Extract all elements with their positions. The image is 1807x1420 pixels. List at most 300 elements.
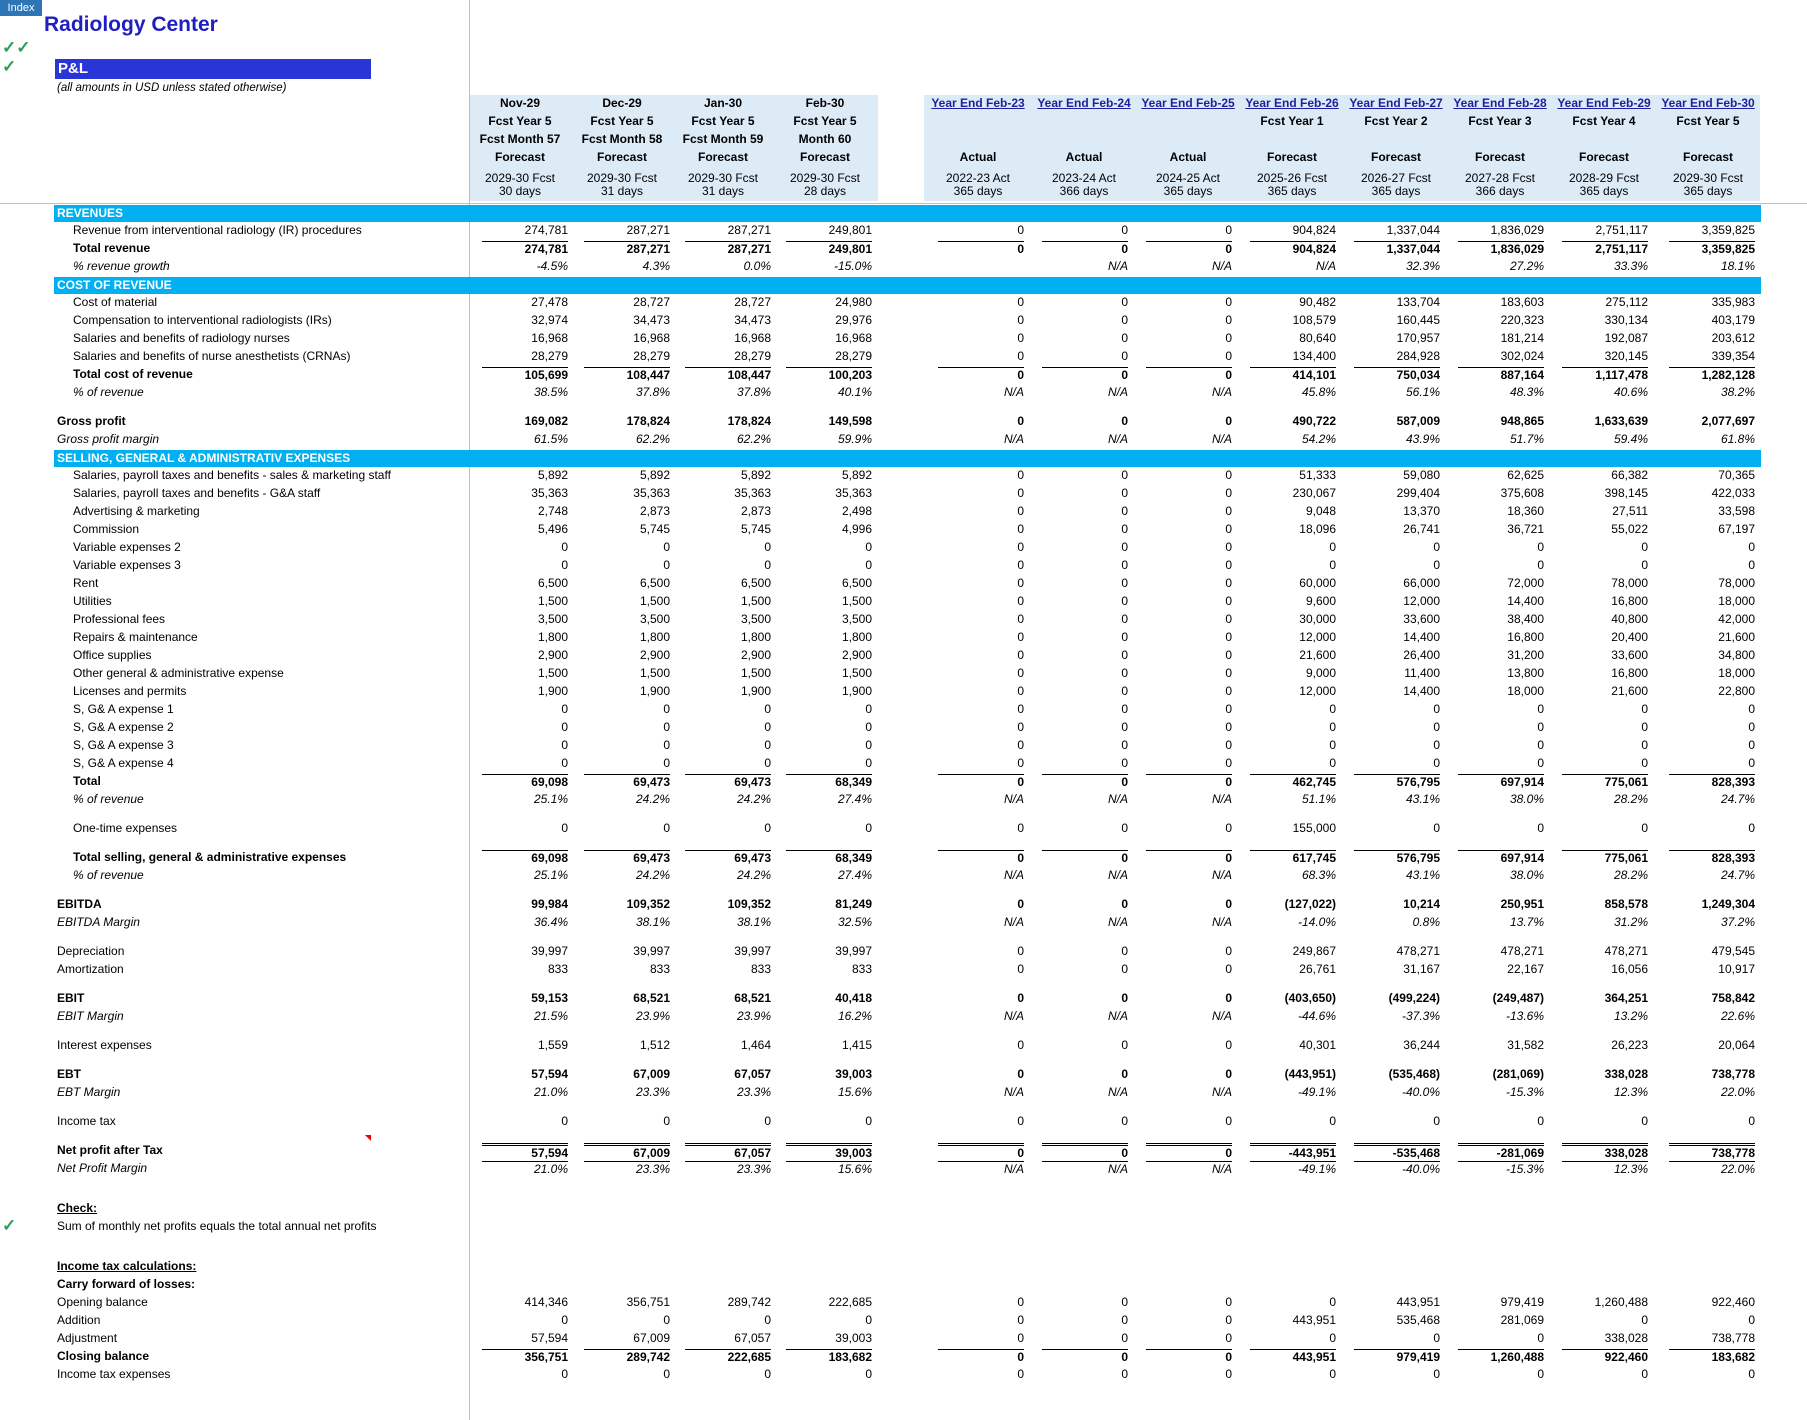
cell[interactable]: 0 — [1017, 1313, 1024, 1327]
cell[interactable]: 0 — [1017, 295, 1024, 309]
cell[interactable]: 61.8% — [1720, 432, 1755, 446]
cell[interactable]: 274,781 — [482, 241, 568, 256]
cell[interactable]: 13.7% — [1509, 915, 1544, 929]
cell[interactable]: 0 — [1121, 944, 1128, 958]
cell[interactable]: 0 — [1121, 684, 1128, 698]
cell[interactable]: 1,800 — [740, 630, 771, 644]
cell[interactable]: 3,359,825 — [1669, 241, 1755, 256]
cell[interactable]: 414,101 — [1250, 367, 1336, 382]
cell[interactable]: 0 — [1225, 1067, 1232, 1081]
cell[interactable]: 39,997 — [531, 944, 568, 958]
cell[interactable]: 0 — [1121, 1067, 1128, 1081]
cell[interactable]: 16,800 — [1507, 630, 1544, 644]
cell[interactable]: 1,836,029 — [1458, 241, 1544, 256]
cell[interactable]: 38.0% — [1509, 792, 1544, 806]
cell[interactable]: 33,598 — [1718, 504, 1755, 518]
cell[interactable]: 0 — [663, 821, 670, 835]
cell[interactable]: 33,600 — [1403, 612, 1440, 626]
cell[interactable]: 1,117,478 — [1562, 367, 1648, 382]
cell[interactable]: 26,741 — [1403, 522, 1440, 536]
cell[interactable]: 0 — [1017, 612, 1024, 626]
cell[interactable]: 0 — [938, 241, 1024, 256]
cell[interactable]: 27.4% — [837, 868, 872, 882]
cell[interactable]: N/A — [1315, 259, 1336, 273]
cell[interactable]: 40,418 — [835, 991, 872, 1005]
cell[interactable]: 0 — [663, 756, 670, 770]
cell[interactable]: 0 — [1225, 821, 1232, 835]
cell[interactable]: 0 — [1121, 1038, 1128, 1052]
cell[interactable]: 828,393 — [1669, 774, 1755, 789]
cell[interactable]: 38.0% — [1509, 868, 1544, 882]
cell[interactable]: 30,000 — [1299, 612, 1336, 626]
cell[interactable]: N/A — [1146, 1161, 1232, 1176]
cell[interactable]: 0 — [1121, 558, 1128, 572]
cell[interactable]: 108,579 — [1292, 313, 1336, 327]
cell[interactable]: 134,400 — [1292, 349, 1336, 363]
cell[interactable]: 338,028 — [1604, 1331, 1648, 1345]
cell[interactable]: 42,000 — [1718, 612, 1755, 626]
cell[interactable]: 0 — [1017, 630, 1024, 644]
sheet-tab-pl[interactable]: P&L — [55, 59, 371, 79]
cell[interactable]: 21.0% — [482, 1161, 568, 1176]
cell[interactable]: 20,064 — [1718, 1038, 1755, 1052]
cell[interactable]: 1,500 — [639, 594, 670, 608]
cell[interactable]: 0 — [1017, 821, 1024, 835]
cell[interactable]: 0 — [1433, 1114, 1440, 1128]
cell[interactable]: 68,521 — [734, 991, 771, 1005]
cell[interactable]: 0 — [938, 1143, 1024, 1160]
cell[interactable]: 0 — [1433, 821, 1440, 835]
cell[interactable]: 39,997 — [835, 944, 872, 958]
cell[interactable]: 9,048 — [1305, 504, 1336, 518]
cell[interactable]: 0 — [1017, 1295, 1024, 1309]
cell[interactable]: 1,500 — [537, 594, 568, 608]
cell[interactable]: 339,354 — [1711, 349, 1755, 363]
cell[interactable]: N/A — [1211, 1009, 1232, 1023]
cell[interactable]: 1,500 — [537, 666, 568, 680]
cell[interactable]: 0 — [1017, 962, 1024, 976]
cell[interactable]: 61.5% — [533, 432, 568, 446]
cell[interactable]: N/A — [1107, 432, 1128, 446]
cell[interactable]: 0 — [865, 540, 872, 554]
cell[interactable]: 62,625 — [1507, 468, 1544, 482]
cell[interactable]: 1,836,029 — [1490, 223, 1544, 237]
cell[interactable]: 0 — [1146, 1143, 1232, 1160]
cell[interactable]: 24.2% — [635, 792, 670, 806]
cell[interactable]: 3,500 — [841, 612, 872, 626]
cell[interactable]: 858,578 — [1604, 897, 1648, 911]
cell[interactable]: 0 — [938, 774, 1024, 789]
cell[interactable]: 183,682 — [786, 1349, 872, 1364]
cell[interactable]: N/A — [1003, 915, 1024, 929]
cell[interactable]: 0 — [1225, 594, 1232, 608]
cell[interactable]: 26,223 — [1611, 1038, 1648, 1052]
cell[interactable]: 24.2% — [736, 868, 771, 882]
cell[interactable]: 35,363 — [633, 486, 670, 500]
cell[interactable]: 0 — [1329, 738, 1336, 752]
cell[interactable]: -15.0% — [833, 259, 872, 273]
cell[interactable]: 2,900 — [841, 648, 872, 662]
cell[interactable]: 0 — [1537, 720, 1544, 734]
cell[interactable]: 0 — [1146, 1349, 1232, 1364]
cell[interactable]: 69,473 — [584, 774, 670, 789]
cell[interactable]: 0 — [1017, 504, 1024, 518]
cell[interactable]: -40.0% — [1401, 1085, 1440, 1099]
cell[interactable]: 1,337,044 — [1354, 241, 1440, 256]
cell[interactable]: N/A — [1211, 385, 1232, 399]
cell[interactable]: 0.0% — [743, 259, 771, 273]
cell[interactable]: 0 — [663, 1114, 670, 1128]
cell[interactable]: N/A — [1107, 1009, 1128, 1023]
cell[interactable]: 922,460 — [1711, 1295, 1755, 1309]
cell[interactable]: 0 — [1225, 1038, 1232, 1052]
cell[interactable]: 67,197 — [1718, 522, 1755, 536]
cell[interactable]: 16,968 — [734, 331, 771, 345]
cell[interactable]: 0 — [1329, 720, 1336, 734]
cell[interactable]: 183,682 — [1669, 1349, 1755, 1364]
cell[interactable]: 0 — [1329, 540, 1336, 554]
cell[interactable]: 0 — [1017, 702, 1024, 716]
cell[interactable]: 0 — [1017, 944, 1024, 958]
cell[interactable]: 922,460 — [1562, 1349, 1648, 1364]
cell[interactable]: 275,112 — [1605, 295, 1648, 309]
cell[interactable]: 31,200 — [1507, 648, 1544, 662]
cell[interactable]: 697,914 — [1458, 774, 1544, 789]
cell[interactable]: 60,000 — [1299, 576, 1336, 590]
cell[interactable]: 36.4% — [533, 915, 568, 929]
cell[interactable]: 26,761 — [1299, 962, 1336, 976]
cell[interactable]: 289,742 — [727, 1295, 771, 1309]
cell[interactable]: N/A — [1211, 792, 1232, 806]
cell[interactable]: 0 — [1121, 991, 1128, 1005]
cell[interactable]: 0 — [561, 1114, 568, 1128]
cell[interactable]: 1,500 — [740, 666, 771, 680]
cell[interactable]: 2,498 — [841, 504, 872, 518]
cell[interactable]: 78,000 — [1611, 576, 1648, 590]
cell[interactable]: 1,500 — [841, 666, 872, 680]
cell[interactable]: 1,800 — [841, 630, 872, 644]
cell[interactable]: 69,473 — [584, 850, 670, 865]
cell[interactable]: 6,500 — [537, 576, 568, 590]
cell[interactable]: N/A — [1003, 868, 1024, 882]
cell[interactable]: 0 — [1017, 540, 1024, 554]
cell[interactable]: 24,980 — [835, 295, 872, 309]
cell[interactable]: 51.7% — [1509, 432, 1544, 446]
cell[interactable]: 0 — [1748, 720, 1755, 734]
cell[interactable]: 28.2% — [1613, 792, 1648, 806]
cell[interactable]: 0 — [1017, 468, 1024, 482]
cell[interactable]: 34,473 — [633, 313, 670, 327]
cell[interactable]: 462,745 — [1250, 774, 1336, 789]
cell[interactable]: 0 — [865, 738, 872, 752]
cell[interactable]: 90,482 — [1299, 295, 1336, 309]
cell[interactable]: 0 — [1017, 991, 1024, 1005]
cell[interactable]: 0 — [1121, 630, 1128, 644]
cell[interactable]: 0 — [1042, 367, 1128, 382]
cell[interactable]: 422,033 — [1711, 486, 1755, 500]
cell[interactable]: 0 — [1225, 349, 1232, 363]
cell[interactable]: 0 — [1225, 702, 1232, 716]
cell[interactable]: 0.8% — [1412, 915, 1440, 929]
cell[interactable]: 0 — [1225, 738, 1232, 752]
cell[interactable]: 0 — [1329, 558, 1336, 572]
cell[interactable]: 0 — [1641, 738, 1648, 752]
cell[interactable]: 81,249 — [835, 897, 872, 911]
cell[interactable]: 59.9% — [837, 432, 872, 446]
cell[interactable]: 24.7% — [1720, 792, 1755, 806]
cell[interactable]: 23.9% — [635, 1009, 670, 1023]
cell[interactable]: 0 — [1225, 944, 1232, 958]
cell[interactable]: N/A — [938, 1161, 1024, 1176]
cell[interactable]: 59.4% — [1613, 432, 1648, 446]
cell[interactable]: 6,500 — [740, 576, 771, 590]
cell[interactable]: 335,983 — [1711, 295, 1755, 309]
cell[interactable]: 299,404 — [1396, 486, 1440, 500]
cell[interactable]: 39,003 — [786, 1143, 872, 1160]
cell[interactable]: 0 — [1225, 576, 1232, 590]
cell[interactable]: 0 — [1225, 962, 1232, 976]
cell[interactable]: 38.2% — [1720, 385, 1755, 399]
cell[interactable]: 287,271 — [626, 223, 670, 237]
cell[interactable]: 0 — [1433, 738, 1440, 752]
cell[interactable]: 25.1% — [533, 792, 568, 806]
cell[interactable]: 2,748 — [537, 504, 568, 518]
cell[interactable]: 2,900 — [740, 648, 771, 662]
cell[interactable]: 35,363 — [734, 486, 771, 500]
cell[interactable]: 0 — [865, 558, 872, 572]
cell[interactable]: 284,928 — [1396, 349, 1440, 363]
cell[interactable]: -49.1% — [1250, 1161, 1336, 1176]
cell[interactable]: 40.1% — [837, 385, 872, 399]
cell[interactable]: 78,000 — [1718, 576, 1755, 590]
cell[interactable]: 181,214 — [1500, 331, 1544, 345]
cell[interactable]: N/A — [1003, 1085, 1024, 1099]
cell[interactable]: 403,179 — [1711, 313, 1755, 327]
cell[interactable]: 68,349 — [786, 774, 872, 789]
cell[interactable]: 5,745 — [639, 522, 670, 536]
cell[interactable]: 0 — [1017, 594, 1024, 608]
cell[interactable]: 16,056 — [1611, 962, 1648, 976]
cell[interactable]: 5,892 — [537, 468, 568, 482]
cell[interactable]: 55,022 — [1611, 522, 1648, 536]
cell[interactable]: 31,167 — [1403, 962, 1440, 976]
cell[interactable]: 0 — [1748, 1313, 1755, 1327]
cell[interactable]: 0 — [561, 558, 568, 572]
cell[interactable]: 0 — [1433, 540, 1440, 554]
cell[interactable]: (535,468) — [1388, 1067, 1440, 1081]
cell[interactable]: 18,000 — [1718, 666, 1755, 680]
cell[interactable]: 0 — [1042, 241, 1128, 256]
cell[interactable]: 40.6% — [1613, 385, 1648, 399]
cell[interactable]: 0 — [1121, 414, 1128, 428]
cell[interactable]: 105,699 — [482, 367, 568, 382]
cell[interactable]: 203,612 — [1711, 331, 1755, 345]
cell[interactable]: (281,069) — [1492, 1067, 1544, 1081]
cell[interactable]: 833 — [851, 962, 872, 976]
cell[interactable]: 69,473 — [685, 850, 771, 865]
cell[interactable]: 222,685 — [828, 1295, 872, 1309]
cell[interactable]: 0 — [1225, 612, 1232, 626]
cell[interactable]: 338,028 — [1604, 1067, 1648, 1081]
cell[interactable]: 0 — [1748, 558, 1755, 572]
cell[interactable]: 28,279 — [633, 349, 670, 363]
cell[interactable]: N/A — [1211, 915, 1232, 929]
cell[interactable]: 3,500 — [537, 612, 568, 626]
cell[interactable]: 28,279 — [531, 349, 568, 363]
cell[interactable]: 2,077,697 — [1701, 414, 1755, 428]
cell[interactable]: 0 — [561, 1367, 568, 1381]
cell[interactable]: 18.1% — [1720, 259, 1755, 273]
cell[interactable]: 22.6% — [1720, 1009, 1755, 1023]
cell[interactable]: 0 — [1225, 648, 1232, 662]
cell[interactable]: 3,500 — [740, 612, 771, 626]
cell[interactable]: 0 — [1017, 756, 1024, 770]
cell[interactable]: 1,260,488 — [1458, 1349, 1544, 1364]
cell[interactable]: 0 — [1641, 1313, 1648, 1327]
cell[interactable]: 16,968 — [835, 331, 872, 345]
cell[interactable]: 738,778 — [1669, 1143, 1755, 1160]
cell[interactable]: 2,873 — [740, 504, 771, 518]
cell[interactable]: 0 — [938, 850, 1024, 865]
cell[interactable]: 0 — [1225, 295, 1232, 309]
cell[interactable]: 26,400 — [1403, 648, 1440, 662]
cell[interactable]: 0 — [1042, 850, 1128, 865]
cell[interactable]: 0 — [1641, 1367, 1648, 1381]
cell[interactable]: 12,000 — [1403, 594, 1440, 608]
cell[interactable]: 40,800 — [1611, 612, 1648, 626]
cell[interactable]: 0 — [1748, 1114, 1755, 1128]
cell[interactable]: 20,400 — [1611, 630, 1648, 644]
cell[interactable]: 0 — [1225, 720, 1232, 734]
cell[interactable]: 70,365 — [1718, 468, 1755, 482]
cell[interactable]: 414,346 — [524, 1295, 568, 1309]
cell[interactable]: 0 — [1042, 774, 1128, 789]
cell[interactable]: 1,500 — [639, 666, 670, 680]
cell[interactable]: 18,000 — [1507, 684, 1544, 698]
cell[interactable]: 249,801 — [786, 241, 872, 256]
cell[interactable]: 1,282,128 — [1669, 367, 1755, 382]
cell[interactable]: 14,400 — [1403, 684, 1440, 698]
cell[interactable]: 0 — [1225, 756, 1232, 770]
cell[interactable]: 775,061 — [1562, 774, 1648, 789]
cell[interactable]: 0 — [1017, 486, 1024, 500]
cell[interactable]: 0 — [1017, 576, 1024, 590]
cell[interactable]: 0 — [1641, 1114, 1648, 1128]
cell[interactable]: 0 — [1121, 821, 1128, 835]
cell[interactable]: -49.1% — [1297, 1085, 1336, 1099]
cell[interactable]: 192,087 — [1604, 331, 1648, 345]
cell[interactable]: 0 — [1121, 540, 1128, 554]
cell[interactable]: 0 — [561, 1313, 568, 1327]
cell[interactable]: 24.7% — [1720, 868, 1755, 882]
cell[interactable]: 0 — [865, 756, 872, 770]
cell[interactable]: N/A — [1211, 1085, 1232, 1099]
cell[interactable]: (403,650) — [1284, 991, 1336, 1005]
cell[interactable]: 904,824 — [1250, 241, 1336, 256]
cell[interactable]: 0 — [1748, 821, 1755, 835]
cell[interactable]: 0 — [663, 1313, 670, 1327]
cell[interactable]: 0 — [1748, 702, 1755, 716]
cell[interactable]: 576,795 — [1354, 850, 1440, 865]
cell[interactable]: 0 — [1329, 702, 1336, 716]
cell[interactable]: 0 — [1121, 331, 1128, 345]
cell[interactable]: 3,500 — [639, 612, 670, 626]
cell[interactable]: 2,873 — [639, 504, 670, 518]
cell[interactable]: 0 — [865, 1367, 872, 1381]
cell[interactable]: 21.5% — [533, 1009, 568, 1023]
cell[interactable]: 287,271 — [584, 241, 670, 256]
cell[interactable]: 4.3% — [642, 259, 670, 273]
cell[interactable]: 178,824 — [727, 414, 771, 428]
cell[interactable]: 833 — [547, 962, 568, 976]
cell[interactable]: -281,069 — [1458, 1143, 1544, 1160]
cell[interactable]: 0 — [1121, 1331, 1128, 1345]
cell[interactable]: 0 — [1042, 1349, 1128, 1364]
cell[interactable]: 99,984 — [531, 897, 568, 911]
cell[interactable]: 0 — [1017, 223, 1024, 237]
cell[interactable]: 0 — [865, 1114, 872, 1128]
cell[interactable]: 0 — [663, 720, 670, 734]
cell[interactable]: 14,400 — [1507, 594, 1544, 608]
cell[interactable]: 69,473 — [685, 774, 771, 789]
cell[interactable]: 183,603 — [1500, 295, 1544, 309]
cell[interactable]: 0 — [1748, 1367, 1755, 1381]
cell[interactable]: 18,360 — [1507, 504, 1544, 518]
cell[interactable]: 1,900 — [740, 684, 771, 698]
cell[interactable]: 35,363 — [835, 486, 872, 500]
cell[interactable]: 169,082 — [524, 414, 568, 428]
cell[interactable]: 22,167 — [1507, 962, 1544, 976]
cell[interactable]: 1,337,044 — [1386, 223, 1440, 237]
cell[interactable]: 13.2% — [1613, 1009, 1648, 1023]
cell[interactable]: 32.3% — [1405, 259, 1440, 273]
cell[interactable]: 0 — [1433, 1331, 1440, 1345]
cell[interactable]: 617,745 — [1250, 850, 1336, 865]
cell[interactable]: 0 — [1121, 349, 1128, 363]
cell[interactable]: 34,800 — [1718, 648, 1755, 662]
cell[interactable]: 0 — [1537, 1331, 1544, 1345]
cell[interactable]: 0 — [1641, 702, 1648, 716]
cell[interactable]: 43.1% — [1405, 868, 1440, 882]
cell[interactable]: 0 — [764, 702, 771, 716]
cell[interactable]: 576,795 — [1354, 774, 1440, 789]
cell[interactable]: 67,009 — [633, 1067, 670, 1081]
cell[interactable]: 1,900 — [537, 684, 568, 698]
cell[interactable]: 364,251 — [1604, 991, 1648, 1005]
cell[interactable]: N/A — [1042, 1161, 1128, 1176]
cell[interactable]: -13.6% — [1505, 1009, 1544, 1023]
cell[interactable]: 67,009 — [584, 1143, 670, 1160]
cell[interactable]: N/A — [1107, 915, 1128, 929]
cell[interactable]: 13,800 — [1507, 666, 1544, 680]
cell[interactable]: 320,145 — [1604, 349, 1648, 363]
cell[interactable]: 0 — [1017, 648, 1024, 662]
cell[interactable]: N/A — [1003, 1009, 1024, 1023]
cell[interactable]: -44.6% — [1297, 1009, 1336, 1023]
cell[interactable]: N/A — [1107, 1085, 1128, 1099]
cell[interactable]: 24.2% — [635, 868, 670, 882]
cell[interactable]: 220,323 — [1500, 313, 1544, 327]
cell[interactable]: 0 — [1225, 666, 1232, 680]
cell[interactable]: 0 — [764, 756, 771, 770]
cell[interactable]: 0 — [1537, 756, 1544, 770]
cell[interactable]: 13,370 — [1403, 504, 1440, 518]
cell[interactable]: 28,727 — [633, 295, 670, 309]
cell[interactable]: 356,751 — [626, 1295, 670, 1309]
cell[interactable]: 27.4% — [837, 792, 872, 806]
cell[interactable]: 0 — [1225, 468, 1232, 482]
cell[interactable]: 948,865 — [1500, 414, 1544, 428]
